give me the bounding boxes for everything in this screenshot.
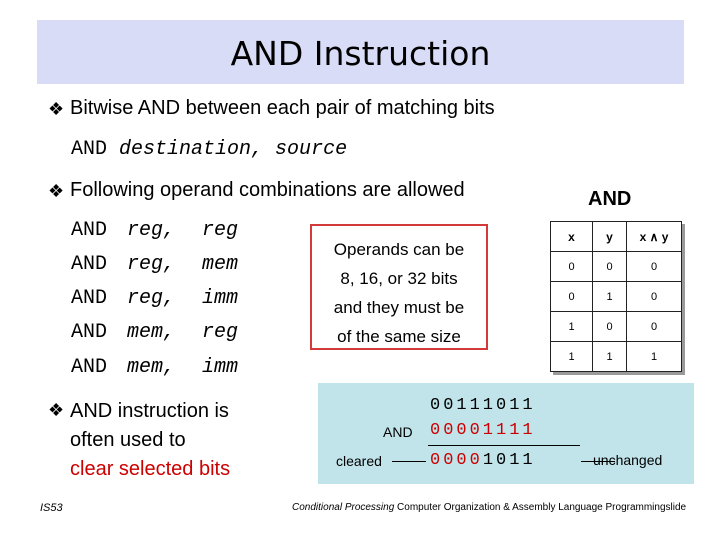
footer-text (292, 502, 686, 513)
combo-op: AND (71, 321, 108, 344)
combo-arg1: mem, (127, 321, 176, 344)
table-cell: 0 (551, 282, 593, 312)
combo-arg1: reg, (127, 219, 176, 242)
note-line: and they must be (333, 298, 465, 317)
diamond-bullet-icon: ❖ (48, 181, 65, 201)
table-cell: 0 (627, 252, 682, 282)
combo-arg1: mem, (127, 356, 176, 379)
combo-arg1: reg, (127, 287, 176, 310)
footer-slide-label: slide (665, 502, 687, 513)
combo-row (71, 356, 238, 379)
result-bits (430, 451, 536, 470)
truth-table-title: AND (588, 188, 632, 210)
table-row (551, 342, 682, 372)
footer-course-title: Computer Organization & Assembly Language Programming (394, 502, 666, 513)
diamond-bullet-icon: ❖ (48, 99, 65, 119)
bullet-1-text: Bitwise AND between each pair of matching bits (70, 97, 495, 119)
syntax-args: destination, source (119, 138, 348, 161)
combo-arg2: mem (202, 253, 239, 276)
table-cell: 0 (593, 252, 627, 282)
combo-row (71, 219, 238, 242)
note-line: 8, 16, or 32 bits (340, 269, 458, 288)
table-cell: 0 (627, 312, 682, 342)
combo-arg2: reg (202, 321, 239, 344)
and-example-panel (318, 383, 694, 484)
table-row (551, 282, 682, 312)
combo-op: AND (71, 356, 108, 379)
combo-op: AND (71, 253, 108, 276)
combo-arg1: reg, (127, 253, 176, 276)
and-operator-label: AND (383, 424, 413, 440)
truth-table (550, 221, 682, 372)
diamond-bullet-icon: ❖ (48, 400, 65, 420)
mask-bits: 00001111 (430, 421, 536, 440)
bullet-3 (48, 397, 230, 484)
table-row (551, 252, 682, 282)
combo-arg2: reg (202, 219, 239, 242)
unchanged-label: unchanged (593, 452, 663, 468)
table-cell: 1 (593, 282, 627, 312)
syntax-op: AND (71, 138, 108, 161)
slide-title: AND Instruction (230, 34, 491, 73)
bullet-1 (48, 97, 495, 121)
bullet-3-highlight: clear selected bits (70, 458, 231, 480)
bullet-3-line: AND instruction is (70, 400, 229, 422)
table-cell: 1 (551, 312, 593, 342)
combo-arg2: imm (202, 356, 239, 379)
table-cell: 1 (627, 342, 682, 372)
bullet-2 (48, 179, 465, 203)
table-row (551, 312, 682, 342)
table-cell: 0 (627, 282, 682, 312)
syntax-line (71, 138, 347, 161)
table-cell: 1 (593, 342, 627, 372)
cleared-label: cleared (336, 453, 382, 469)
combo-row (71, 253, 238, 276)
table-cell: 0 (551, 252, 593, 282)
operand-size-note (310, 224, 488, 350)
bullet-3-line: often used to (70, 429, 186, 451)
result-cleared-bits: 0000 (430, 451, 483, 470)
combo-row (71, 321, 238, 344)
table-header-row (551, 222, 682, 252)
note-line: Operands can be (333, 240, 465, 259)
combo-op: AND (71, 287, 108, 310)
operand-bits: 00111011 (430, 396, 536, 415)
combo-arg2: imm (202, 287, 239, 310)
header-cell: y (593, 222, 627, 252)
table-cell: 0 (593, 312, 627, 342)
result-unchanged-bits: 1011 (482, 451, 536, 470)
footer-course-id: IS53 (40, 502, 63, 514)
combo-op: AND (71, 219, 108, 242)
header-cell: x ∧ y (627, 222, 682, 252)
combo-row (71, 287, 238, 310)
sum-line (428, 445, 580, 446)
note-line: of the same size (337, 327, 461, 346)
header-cell: x (551, 222, 593, 252)
cleared-pointer (392, 461, 426, 462)
title-bar (37, 20, 684, 84)
footer-topic: Conditional Processing (292, 502, 395, 513)
bullet-2-text: Following operand combinations are allowed (70, 179, 465, 201)
table-cell: 1 (551, 342, 593, 372)
